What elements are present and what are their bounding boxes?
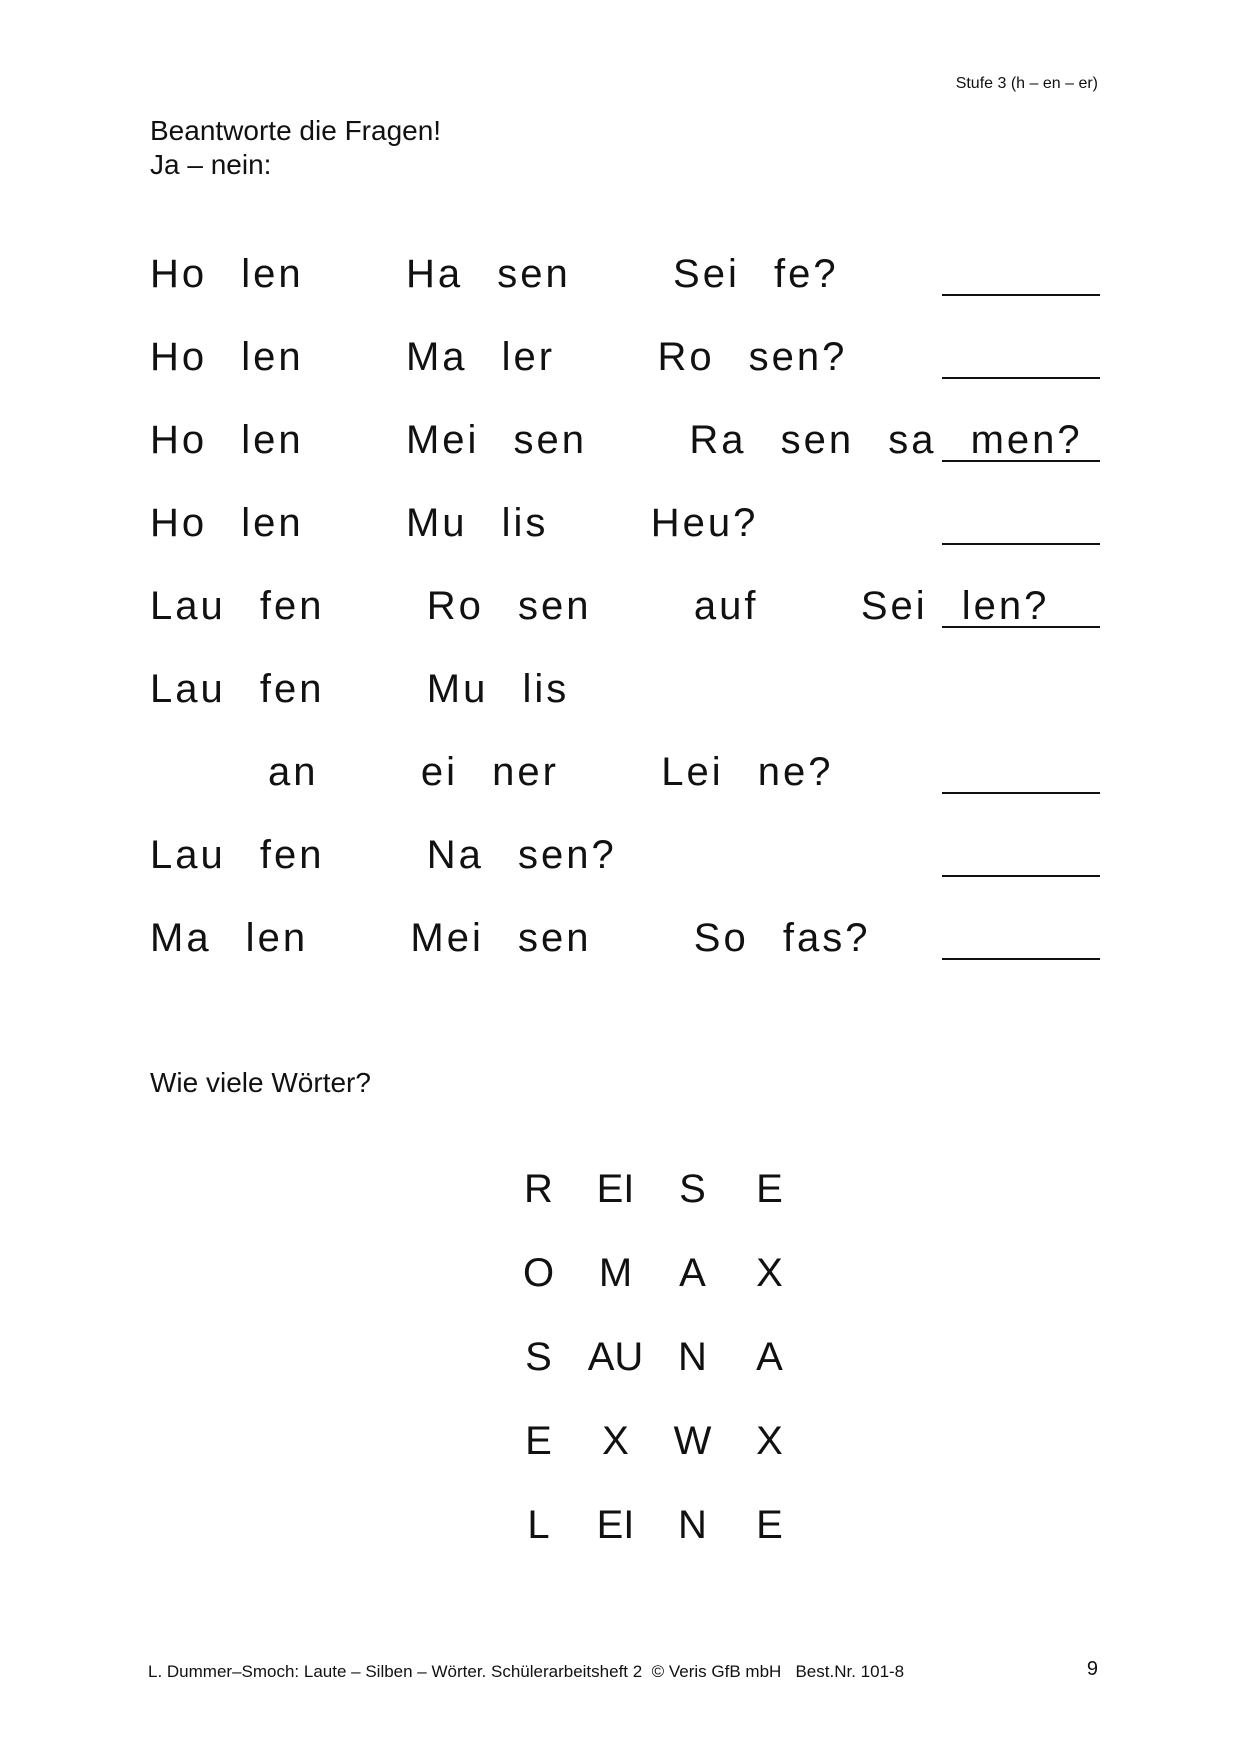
footer-citation: L. Dummer–Smoch: Laute – Silben – Wörter. Schülerarbeitsheft 2 © Veris GfB mbH Best.Nr. 101-8: [148, 1662, 905, 1681]
answer-line[interactable]: [942, 543, 1100, 545]
answer-line[interactable]: [942, 792, 1100, 794]
grid-cell: S: [679, 1167, 706, 1211]
question-row: [0, 748, 1240, 808]
grid-cell: X: [756, 1419, 783, 1463]
question-text: Lau fen Na sen?: [150, 833, 617, 877]
question-text-continued: an ei ner Lei ne?: [268, 750, 834, 794]
question-text: Ma len Mei sen So fas?: [150, 916, 871, 960]
question-row: [0, 665, 1240, 725]
grid-row: [500, 1417, 808, 1501]
answer-line[interactable]: [942, 875, 1100, 877]
question-text: Lau fen Ro sen auf Sei len?: [150, 584, 1050, 628]
grid-cell: S: [525, 1335, 552, 1379]
grid-cell: W: [673, 1419, 712, 1463]
instruction: [150, 114, 441, 182]
question-row: [0, 250, 1240, 310]
letter-grid: [500, 1165, 808, 1585]
grid-cell: E: [756, 1503, 783, 1547]
answer-line[interactable]: [942, 377, 1100, 379]
grid-cell: L: [527, 1503, 550, 1547]
grid-cell: N: [678, 1335, 707, 1379]
grid-cell: AU: [587, 1335, 644, 1379]
question-text: Lau fen Mu lis: [150, 667, 570, 711]
grid-row: [500, 1333, 808, 1417]
grid-cell: M: [598, 1251, 633, 1295]
answer-line[interactable]: [942, 294, 1100, 296]
grid-cell: X: [756, 1251, 783, 1295]
question-row: [0, 914, 1240, 974]
question-text: Ho len Ha sen Sei fe?: [150, 252, 839, 296]
grid-cell: N: [678, 1503, 707, 1547]
grid-cell: A: [756, 1335, 783, 1379]
grid-cell: X: [602, 1419, 629, 1463]
answer-line[interactable]: [942, 460, 1100, 462]
instruction-line-2: Ja – nein:: [150, 149, 272, 180]
grid-row: [500, 1165, 808, 1249]
grid-cell: R: [524, 1167, 553, 1211]
question-row: [0, 831, 1240, 891]
grid-cell: O: [522, 1251, 555, 1295]
question-row: [0, 333, 1240, 393]
grid-cell: EI: [596, 1167, 635, 1211]
question-text: Ho len Ma ler Ro sen?: [150, 335, 848, 379]
grid-cell: E: [525, 1419, 552, 1463]
instruction-line-1: Beantworte die Fragen!: [150, 115, 442, 146]
grid-cell: E: [756, 1167, 783, 1211]
grid-row: [500, 1501, 808, 1585]
page-number: 9: [1086, 1658, 1098, 1680]
answer-line[interactable]: [942, 626, 1100, 628]
count-heading: Wie viele Wörter?: [150, 1067, 371, 1098]
grid-row: [500, 1249, 808, 1333]
grid-cell: A: [679, 1251, 706, 1295]
question-row: [0, 416, 1240, 476]
question-text: Ho len Mei sen Ra sen sa men?: [150, 418, 1083, 462]
question-row: [0, 499, 1240, 559]
question-text: Ho len Mu lis Heu?: [150, 501, 759, 545]
answer-line[interactable]: [942, 958, 1100, 960]
level-label: Stufe 3 (h – en – er): [955, 75, 1098, 92]
grid-cell: EI: [596, 1503, 635, 1547]
question-row: [0, 582, 1240, 642]
